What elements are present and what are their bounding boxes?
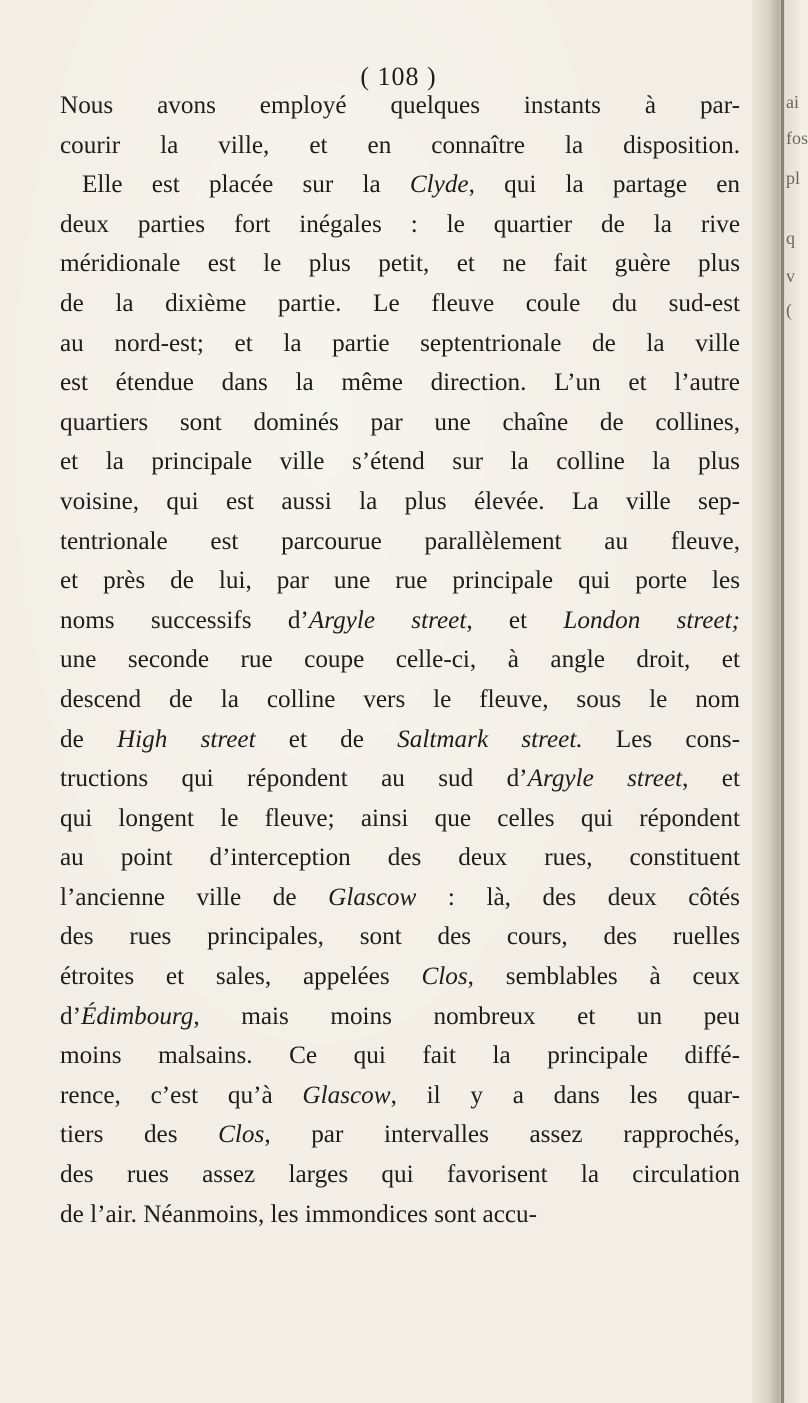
text-segment: , par intervalles assez rapprochés, xyxy=(264,1121,740,1149)
text-line xyxy=(60,324,740,364)
text-line xyxy=(60,917,740,957)
text-segment: et la principale ville s’étend sur la colline la plus xyxy=(60,448,740,476)
body-text xyxy=(60,86,740,1234)
text-segment: d’ xyxy=(60,1002,81,1030)
text-segment: Les cons- xyxy=(582,725,740,753)
text-segment: Nous avons employé quelques instants à par- xyxy=(60,92,740,119)
page-gutter-shadow xyxy=(752,0,800,1403)
facing-page-fragment: q xyxy=(786,228,795,248)
text-line xyxy=(60,165,740,205)
text-line xyxy=(60,126,740,166)
text-line xyxy=(60,878,740,918)
text-segment: l’ancienne ville de xyxy=(60,883,329,911)
text-segment: tiers des xyxy=(60,1121,219,1149)
text-segment: est étendue dans la même direction. L’un et l’autre xyxy=(60,369,740,397)
text-segment: deux parties fort inégales : le quartier de la rive xyxy=(60,210,740,238)
italic-text: Argyle street xyxy=(527,765,683,793)
text-segment: tructions qui répondent au sud d’ xyxy=(60,765,528,793)
text-line xyxy=(60,720,740,760)
text-line xyxy=(60,1155,740,1195)
italic-text: Édimbourg xyxy=(80,1002,194,1030)
text-segment: , et xyxy=(466,606,564,634)
text-line xyxy=(60,601,740,641)
text-segment: qui longent le fleuve; ainsi que celles qui répondent xyxy=(60,804,740,832)
facing-page-fragment: ( xyxy=(786,300,792,320)
text-segment: et de xyxy=(255,725,398,753)
text-segment: : là, des deux côtés xyxy=(416,883,740,911)
text-line xyxy=(60,957,740,997)
text-segment: descend de la colline vers le fleuve, sous le nom xyxy=(60,685,740,713)
text-segment: une seconde rue coupe celle-ci, à angle droit, et xyxy=(60,646,740,674)
text-line xyxy=(60,1195,740,1235)
text-segment: des rues principales, sont des cours, des ruelles xyxy=(60,923,740,951)
text-segment: étroites et sales, appelées xyxy=(60,963,422,991)
italic-text: London street; xyxy=(563,606,740,634)
text-segment: , il y a dans les quar- xyxy=(390,1081,740,1109)
text-line xyxy=(60,403,740,443)
italic-text: Clos xyxy=(421,963,468,991)
facing-page-fragment: pl xyxy=(786,168,801,188)
italic-text: Clos xyxy=(218,1121,265,1149)
text-segment: , qui la partage en xyxy=(468,171,741,199)
text-line xyxy=(60,363,740,403)
text-segment: , et xyxy=(682,765,740,793)
text-segment: voisine, qui est aussi la plus élevée. La ville sep- xyxy=(60,487,740,515)
text-line xyxy=(60,561,740,601)
text-segment: de xyxy=(60,725,117,753)
text-line xyxy=(60,640,740,680)
text-segment: et près de lui, par une rue principale qui porte les xyxy=(60,567,740,595)
text-line xyxy=(60,680,740,720)
text-segment: , mais moins nombreux et un peu xyxy=(193,1002,740,1030)
italic-text: Argyle street xyxy=(308,606,467,634)
text-line xyxy=(60,799,740,839)
text-line xyxy=(60,244,740,284)
text-segment: rence, c’est qu’à xyxy=(60,1081,303,1109)
text-segment: au point d’interception des deux rues, constituent xyxy=(60,844,740,872)
text-line xyxy=(60,838,740,878)
text-line xyxy=(60,482,740,522)
italic-text: Glascow xyxy=(302,1081,391,1109)
facing-page-fragment: fos xyxy=(786,128,808,148)
text-segment: moins malsains. Ce qui fait la principale diffé- xyxy=(60,1042,740,1070)
text-segment: des rues assez larges qui favorisent la circulation xyxy=(60,1161,740,1189)
text-segment: courir la ville, et en connaître la disposition. xyxy=(60,131,740,159)
italic-text: High street xyxy=(116,725,256,753)
facing-page-fragment: ai xyxy=(786,92,799,112)
text-segment: méridionale est le plus petit, et ne fait guère plus xyxy=(60,250,740,278)
text-segment: , semblables à ceux xyxy=(467,963,740,991)
text-line xyxy=(60,86,740,126)
text-line xyxy=(60,522,740,562)
text-segment: noms successifs d’ xyxy=(60,606,309,634)
text-segment: quartiers sont dominés par une chaîne de collines, xyxy=(60,408,740,436)
italic-text: Saltmark street. xyxy=(397,725,583,753)
text-line xyxy=(60,442,740,482)
italic-text: Clyde xyxy=(409,171,469,199)
text-segment: au nord-est; et la partie septentrionale de la ville xyxy=(60,329,740,357)
binding-edge xyxy=(781,0,784,1403)
facing-page-fragment: v xyxy=(786,266,795,286)
text-line xyxy=(60,284,740,324)
text-segment: Elle est placée sur la xyxy=(82,171,410,199)
text-segment: de l’air. Néanmoins, les immondices sont accu- xyxy=(60,1200,538,1228)
text-segment: tentrionale est parcourue parallèlement au fleuve, xyxy=(60,527,740,555)
text-line xyxy=(60,205,740,245)
text-line xyxy=(60,1036,740,1076)
page-number: ( 108 ) xyxy=(360,62,437,91)
text-line xyxy=(60,997,740,1037)
text-line xyxy=(60,1076,740,1116)
text-line xyxy=(60,759,740,799)
text-line xyxy=(60,1115,740,1155)
text-segment: de la dixième partie. Le fleuve coule du sud-est xyxy=(60,289,740,317)
italic-text: Glascow xyxy=(328,883,417,911)
